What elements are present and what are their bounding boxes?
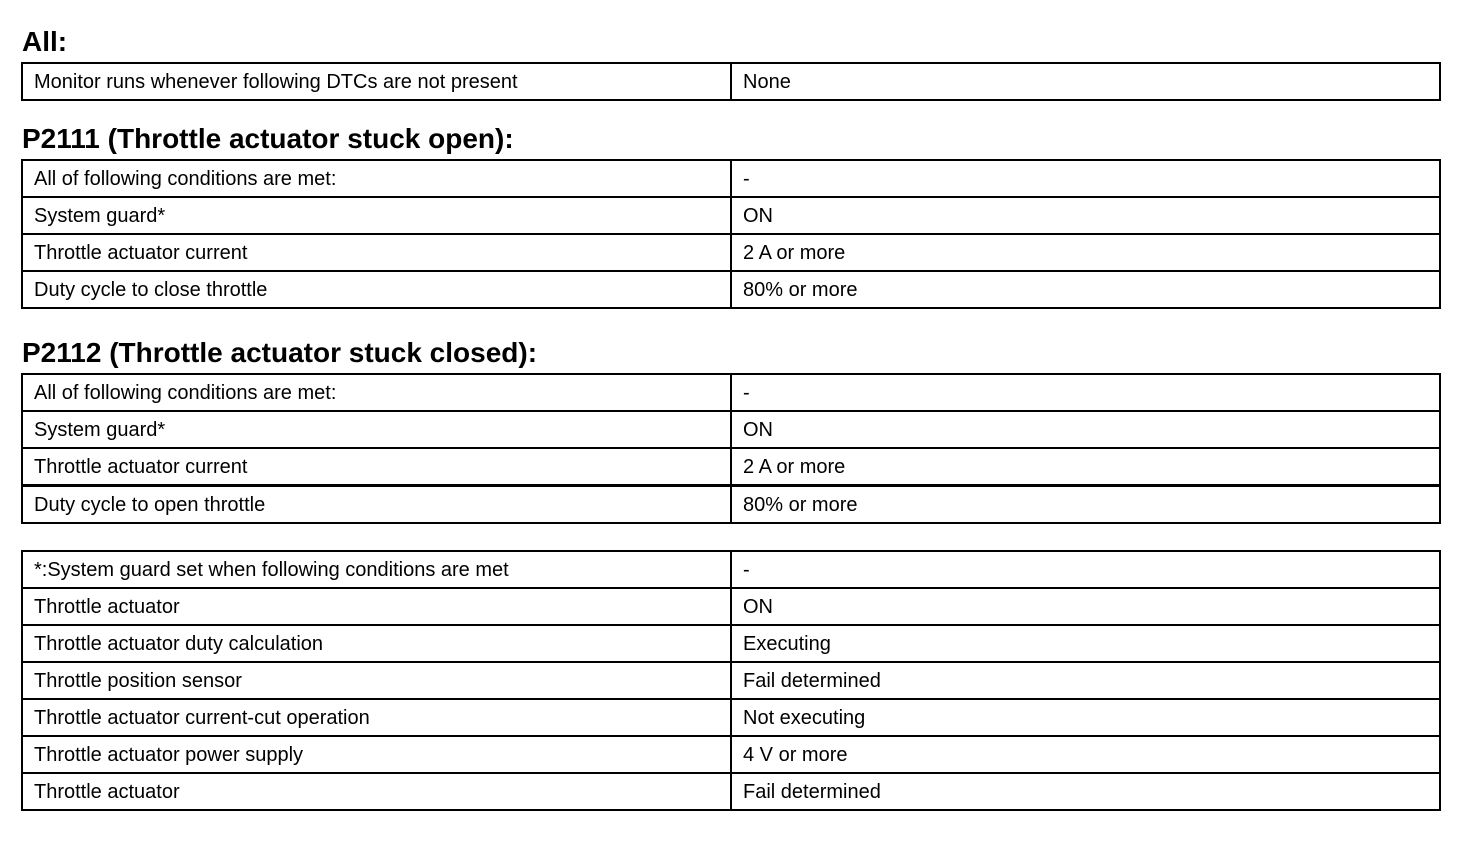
condition-value: - (731, 160, 1440, 197)
condition-label: Throttle actuator power supply (22, 736, 731, 773)
condition-value: ON (731, 197, 1440, 234)
table-row (22, 699, 1440, 736)
table-row (22, 63, 1440, 100)
table-system-guard (21, 550, 1441, 811)
condition-value: None (731, 63, 1440, 100)
condition-label: System guard* (22, 411, 731, 448)
table-row (22, 625, 1440, 662)
section-title-all: All: (22, 26, 68, 57)
table-row (22, 736, 1440, 773)
condition-value: Not executing (731, 699, 1440, 736)
condition-label: Duty cycle to close throttle (22, 271, 731, 308)
table-row (22, 411, 1440, 448)
condition-label: Throttle actuator current-cut operation (22, 699, 731, 736)
table-row (22, 160, 1440, 197)
condition-label: Monitor runs whenever following DTCs are not present (22, 63, 731, 100)
condition-value: ON (731, 411, 1440, 448)
table-row (22, 588, 1440, 625)
condition-label: Throttle actuator (22, 773, 731, 810)
condition-label: Throttle position sensor (22, 662, 731, 699)
table-p2112 (21, 373, 1441, 524)
table-row (22, 551, 1440, 588)
condition-value: 80% or more (731, 271, 1440, 308)
condition-value: - (731, 551, 1440, 588)
condition-value: - (731, 374, 1440, 411)
table-row (22, 486, 1440, 524)
condition-label: Duty cycle to open throttle (22, 486, 731, 524)
condition-label: Throttle actuator current (22, 234, 731, 271)
condition-value: 80% or more (731, 486, 1440, 524)
condition-label: All of following conditions are met: (22, 374, 731, 411)
table-row (22, 662, 1440, 699)
table-row (22, 374, 1440, 411)
condition-label: Throttle actuator current (22, 448, 731, 486)
condition-label: *:System guard set when following conditions are met (22, 551, 731, 588)
condition-label: All of following conditions are met: (22, 160, 731, 197)
condition-value: Fail determined (731, 662, 1440, 699)
table-row (22, 448, 1440, 486)
condition-value: Fail determined (731, 773, 1440, 810)
condition-value: 2 A or more (731, 234, 1440, 271)
table-p2111 (21, 159, 1441, 309)
table-row (22, 271, 1440, 308)
table-row (22, 197, 1440, 234)
condition-label: System guard* (22, 197, 731, 234)
condition-value: ON (731, 588, 1440, 625)
condition-label: Throttle actuator (22, 588, 731, 625)
section-title-p2111: P2111 (Throttle actuator stuck open): (22, 123, 514, 154)
condition-label: Throttle actuator duty calculation (22, 625, 731, 662)
table-row (22, 773, 1440, 810)
section-title-p2112: P2112 (Throttle actuator stuck closed): (22, 337, 538, 368)
table-all (21, 62, 1441, 101)
condition-value: 4 V or more (731, 736, 1440, 773)
condition-value: 2 A or more (731, 448, 1440, 486)
table-row (22, 234, 1440, 271)
condition-value: Executing (731, 625, 1440, 662)
